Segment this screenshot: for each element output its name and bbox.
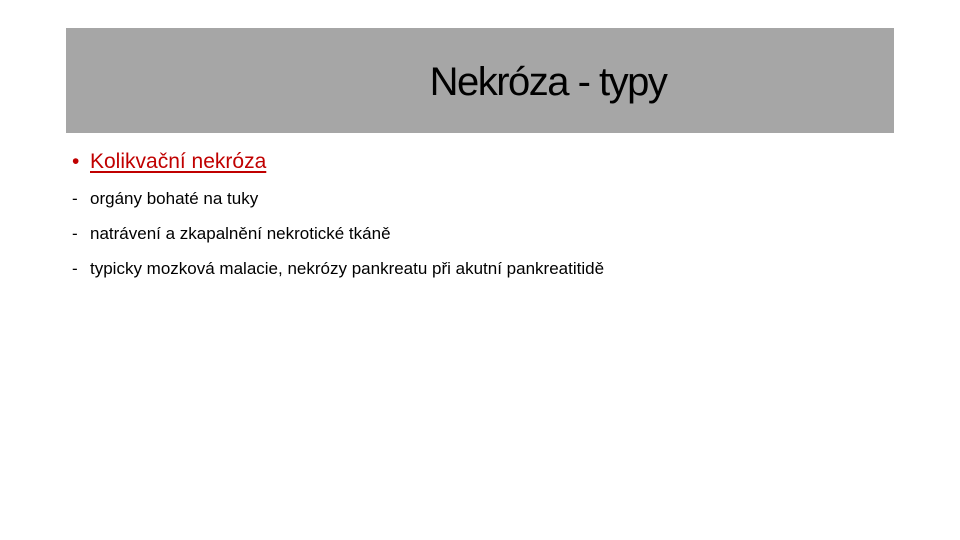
slide-title: Nekróza - typy	[429, 60, 667, 104]
dash-marker: -	[72, 224, 78, 243]
list-item	[72, 256, 604, 282]
bullet-icon: •	[72, 150, 80, 173]
list-item	[72, 186, 258, 212]
list-item-text: orgány bohaté na tuky	[90, 189, 259, 208]
bullet-item	[72, 146, 266, 178]
dash-marker: -	[72, 189, 78, 208]
dash-marker: -	[72, 259, 78, 278]
list-item-text: natrávení a zkapalnění nekrotické tkáně	[90, 224, 391, 243]
list-item	[72, 221, 391, 247]
bullet-link-label[interactable]: Kolikvační nekróza	[90, 150, 267, 173]
list-item-text: typicky mozková malacie, nekrózy pankreatu při akutní pankreatitidě	[90, 259, 605, 278]
